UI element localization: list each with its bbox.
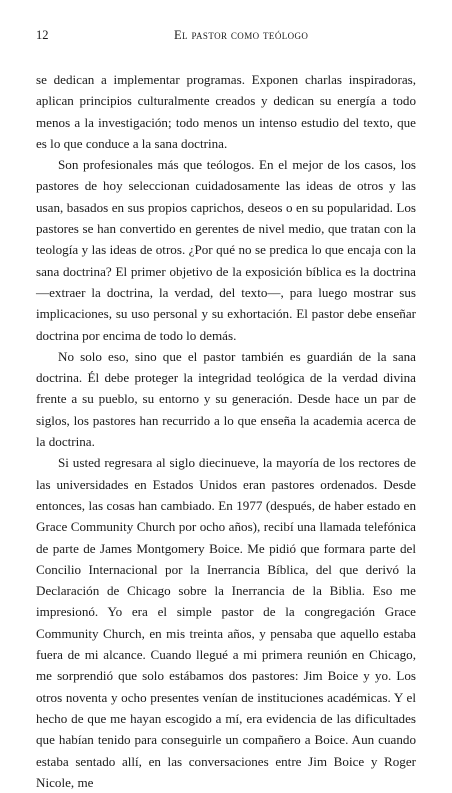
page-number: 12: [36, 28, 49, 42]
paragraph: Si usted regresara al siglo diecinueve, la mayoría de los rectores de las universidades en Estados Unidos eran pastores ordenados. Desde entonces, las cosas han cambiado. En 1977 (después, de haber estado en Grace Community Church por ocho años), recibí una llamada telefónica de parte de James Montgomery Boice. Me pidió que formara parte del Concilio Internacional por la Inerrancia Bíblica, del que derivó la Declaración de Chicago sobre la Inerrancia de la Biblia. Eso me impresionó. Yo era el simple pastor de la congregación Grace Community Church, en mis treinta años, y pensaba que aquello estaba fuera de mi alcance. Cuando llegué a mi primera reunión en Chicago, me sorprendió que solo estábamos dos pastores: Jim Boice y yo. Los otros noventa y ocho presentes venían de instituciones académicas. Y el hecho de que me hayan escogido a mí, era evidencia de las dificultades que habían tenido para conseguirle un compañero a Boice. Aun cuando estaba sentado allí, en las conversaciones entre Jim Boice y Roger Nicole, me: [36, 455, 416, 790]
paragraph-continued: se dedican a implementar programas. Exponen charlas inspiradoras, aplican principios culturalmente creados y dedican su energía a todo menos a la investigación; todo menos un intenso estudio del texto, que es lo que conduce a la sana doctrina.: [36, 72, 416, 151]
paragraph: No solo eso, sino que el pastor también es guardián de la sana doctrina. Él debe proteger la integridad teológica de la verdad divina frente a su pueblo, su entorno y su generación. Desde hace un par de siglos, los pastores han recurrido a lo que enseña la academia acerca de la doctrina.: [36, 348, 416, 450]
paragraph: Son profesionales más que teólogos. En el mejor de los casos, los pastores de hoy seleccionan cuidadosamente las ideas de otros y las usan, basados en sus propios caprichos, deseos o en su popularidad. Los pastores se han convertido en gerentes de nivel medio, que tratan con la teología y las ideas de otros. ¿Por qué no se predica lo que encaja con la sana doctrina? El primer objetivo de la exposición bíblica es la doctrina —extraer la doctrina, la verdad, del texto—, para luego mostrar sus implicaciones, su uso personal y su exhortación. El pastor debe enseñar doctrina por encima de todo lo demás.: [36, 157, 416, 343]
running-title: El pastor como teólogo: [174, 28, 309, 42]
running-header: [36, 27, 416, 43]
body-text: [36, 69, 416, 793]
